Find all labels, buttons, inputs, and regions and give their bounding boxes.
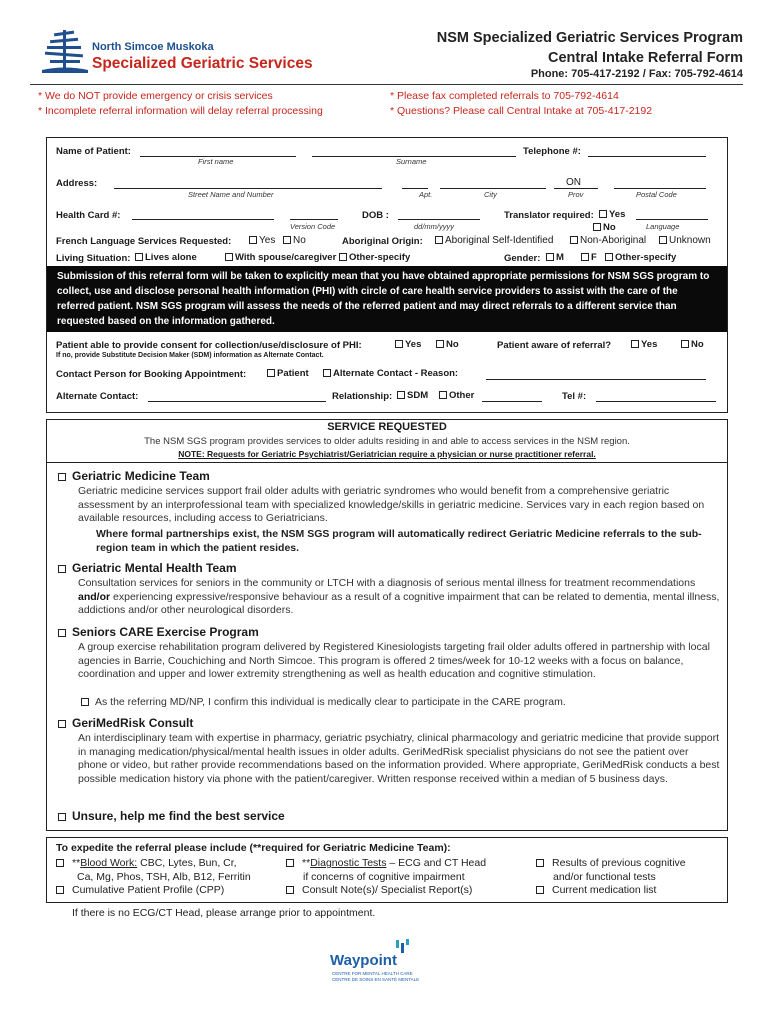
dob-label: DOB : bbox=[362, 210, 389, 221]
ecg-note: If there is no ECG/CT Head, please arrange prior to appointment. bbox=[72, 907, 376, 919]
translator-label: Translator required: bbox=[504, 210, 594, 221]
aboriginal-self[interactable] bbox=[432, 235, 553, 246]
province-value[interactable]: ON bbox=[566, 177, 581, 188]
expedite-col2 bbox=[286, 857, 526, 898]
gender-other[interactable] bbox=[602, 252, 676, 263]
care-exercise-title: Seniors CARE Exercise Program bbox=[72, 625, 259, 639]
french-yes-checkbox[interactable] bbox=[249, 236, 257, 244]
living-other-checkbox[interactable] bbox=[339, 253, 347, 261]
contact-alternate[interactable] bbox=[320, 368, 458, 379]
medication-list-checkbox[interactable] bbox=[536, 886, 544, 894]
aboriginal-unknown-label: Unknown bbox=[669, 235, 711, 246]
brand-line1: North Simcoe Muskoka bbox=[92, 41, 214, 53]
name-label: Name of Patient: bbox=[56, 146, 131, 157]
brand-logo bbox=[38, 24, 328, 76]
cpp-checkbox[interactable] bbox=[56, 886, 64, 894]
gender-m-checkbox[interactable] bbox=[546, 253, 554, 261]
care-exercise-text: A group exercise rehabilitation program delivered by Registered Kinesiologists targeting frail older adults offered in partnership with local agencies in Barrie, Couchiching and North Simcoe. This program is offered 2 times/week for 10-12 weeks with a focus on balance, coordination and upper and lower extremity strengthening as well as health education and cognitive stimulation. bbox=[78, 641, 710, 680]
gerimedrisk-text: An interdisciplinary team with expertise in pharmacy, geriatric psychiatry, clinical pharmacology and geriatric medicine that provide support in managing medication/physical/mental health issues in older adults. GeriMedRisk specialist physicians do not see the patient over phone or video, but rather provide recommendations based on the information provided. Where appropriate, GeriMedRisk conducts a best possible medication history via phone with the patient/caregiver. Written response received within a median of 5 business days. bbox=[78, 732, 720, 785]
city-field[interactable] bbox=[440, 188, 546, 189]
french-yes[interactable] bbox=[246, 235, 275, 246]
version-code-caption: Version Code bbox=[290, 222, 336, 231]
consult-notes-label: Consult Note(s)/ Specialist Report(s) bbox=[302, 884, 473, 896]
city-caption: City bbox=[484, 190, 497, 199]
relationship-sdm-label: SDM bbox=[407, 390, 429, 401]
aboriginal-unknown-checkbox[interactable] bbox=[659, 236, 667, 244]
blood-work-list2: Ca, Mg, Phos, TSH, Alb, B12, Ferritin bbox=[77, 870, 251, 883]
phi-yes[interactable] bbox=[392, 339, 421, 350]
surname-caption: Surname bbox=[396, 157, 427, 166]
phi-yes-checkbox[interactable] bbox=[395, 340, 403, 348]
aware-yes[interactable] bbox=[628, 339, 657, 350]
translator-no-label: No bbox=[603, 222, 616, 233]
contact-alternate-checkbox[interactable] bbox=[323, 369, 331, 377]
geriatric-mental-health-option[interactable] bbox=[58, 561, 237, 575]
province-field bbox=[554, 188, 598, 189]
french-label: French Language Services Requested: bbox=[56, 236, 232, 247]
geriatric-mental-health-title: Geriatric Mental Health Team bbox=[72, 561, 237, 575]
french-no-checkbox[interactable] bbox=[283, 236, 291, 244]
consent-notice: Submission of this referral form will be taken to explicitly mean that you have obtained appropriate permissions for NSM SGS program to collect, use and disclose personal health information (PHI) with circle of care health service providers to assist with the care of the referred patient. NSM SGS program will assess the needs of the referred patient and may direct referrals to a different service than requested based on the information gathered. bbox=[47, 266, 727, 332]
translator-yes-label: Yes bbox=[609, 209, 626, 220]
with-spouse-checkbox[interactable] bbox=[225, 253, 233, 261]
service-intro: The NSM SGS program provides services to older adults residing in and able to access services in the NSM region. bbox=[144, 436, 630, 447]
gerimedrisk-option[interactable] bbox=[58, 716, 193, 730]
diagnostic-checkbox[interactable] bbox=[286, 859, 294, 867]
unsure-checkbox[interactable] bbox=[58, 813, 66, 821]
unsure-option[interactable] bbox=[58, 809, 285, 823]
geriatric-medicine-text: Geriatric medicine services support frail older adults with geriatric syndromes who would benefit from a comprehensive geriatric assessment by an interprofessional team with specialized knowledge/skills in geriatric medicine. Services vary in each region based on available resources, including access to Geriatricians. bbox=[78, 485, 705, 524]
relationship-other[interactable] bbox=[436, 390, 474, 401]
province-caption: Prov bbox=[568, 190, 584, 199]
diagnostic-list2: if concerns of cognitive impairment bbox=[303, 870, 465, 883]
diagnostic-item[interactable] bbox=[286, 857, 526, 871]
lives-alone-label: Lives alone bbox=[145, 252, 197, 263]
french-yes-label: Yes bbox=[259, 235, 276, 246]
blood-work-list1: CBC, Lytes, Bun, Cr, bbox=[137, 857, 237, 869]
relationship-other-checkbox[interactable] bbox=[439, 391, 447, 399]
gender-f-label: F bbox=[591, 252, 597, 263]
brand-line2: Specialized Geriatric Services bbox=[92, 55, 313, 72]
phi-yes-label: Yes bbox=[405, 339, 422, 350]
unsure-title: Unsure, help me find the best service bbox=[72, 809, 285, 823]
phi-no-label: No bbox=[446, 339, 459, 350]
aware-no-label: No bbox=[691, 339, 704, 350]
translator-yes[interactable] bbox=[596, 209, 625, 220]
street-field[interactable] bbox=[114, 188, 382, 189]
gender-m-label: M bbox=[556, 252, 564, 263]
notice-questions: * Questions? Please call Central Intake at 705-417-2192 bbox=[390, 105, 653, 117]
service-heading: SERVICE REQUESTED bbox=[327, 421, 447, 433]
care-confirm-checkbox[interactable] bbox=[81, 698, 89, 706]
health-card-field[interactable] bbox=[132, 219, 274, 220]
gender-other-label: Other-specify bbox=[615, 252, 677, 263]
with-spouse[interactable] bbox=[222, 252, 336, 263]
language-caption: Language bbox=[646, 222, 680, 231]
gmh-text-a: Consultation services for seniors in the community or LTCH with a diagnosis of serious mental illness for treatment recommendations bbox=[78, 577, 696, 589]
contact-label: Contact Person for Booking Appointment: bbox=[56, 369, 247, 380]
diagnostic-label: Diagnostic Tests bbox=[310, 857, 387, 869]
tree-icon bbox=[42, 24, 88, 74]
header-divider bbox=[30, 84, 743, 85]
living-label: Living Situation: bbox=[56, 253, 131, 264]
care-exercise-checkbox[interactable] bbox=[58, 629, 66, 637]
cognitive-tests-label: Results of previous cognitive bbox=[552, 857, 686, 869]
waypoint-logo bbox=[326, 938, 426, 988]
phi-no[interactable] bbox=[433, 339, 459, 350]
first-name-caption: First name bbox=[198, 157, 234, 166]
french-no[interactable] bbox=[280, 235, 306, 246]
aware-yes-checkbox[interactable] bbox=[631, 340, 639, 348]
notice-left bbox=[38, 89, 323, 119]
apt-field[interactable] bbox=[402, 188, 428, 189]
translator-no[interactable] bbox=[590, 222, 616, 233]
care-confirm-label: As the referring MD/NP, I confirm this individual is medically clear to participate in the CARE program. bbox=[95, 696, 566, 708]
waypoint-name: Waypoint bbox=[330, 952, 397, 969]
blood-work-prefix: ** bbox=[72, 857, 81, 869]
notice-emergency: * We do NOT provide emergency or crisis services bbox=[38, 90, 273, 102]
alternate-contact-label: Alternate Contact: bbox=[56, 391, 139, 402]
lives-alone[interactable] bbox=[132, 252, 197, 263]
consult-notes-checkbox[interactable] bbox=[286, 886, 294, 894]
aboriginal-unknown[interactable] bbox=[656, 235, 711, 246]
aware-yes-label: Yes bbox=[641, 339, 658, 350]
sdm-note: If no, provide Substitute Decision Maker (SDM) information as Alternate Contact. bbox=[56, 352, 324, 359]
service-note: NOTE: Requests for Geriatric Psychiatrist/Geriatrician require a physician or nurse practitioner referral. bbox=[178, 449, 596, 459]
alternate-reason-field[interactable] bbox=[486, 379, 706, 380]
translator-yes-checkbox[interactable] bbox=[599, 210, 607, 218]
gender-other-checkbox[interactable] bbox=[605, 253, 613, 261]
aware-no[interactable] bbox=[678, 339, 704, 350]
geriatric-medicine-redirect: Where formal partnerships exist, the NSM SGS program will automatically redirect Geriatric Medicine referrals to the sub-region team in which the patient resides. bbox=[96, 528, 702, 554]
geriatric-medicine-option[interactable] bbox=[58, 469, 210, 483]
postal-field[interactable] bbox=[614, 188, 706, 189]
gender-m[interactable] bbox=[543, 252, 564, 263]
cpp-label: Cumulative Patient Profile (CPP) bbox=[72, 884, 225, 896]
cognitive-tests-item[interactable] bbox=[536, 857, 726, 871]
waypoint-sub2: CENTRE DE SOINS EN SANTÉ MENTALE bbox=[332, 977, 420, 982]
service-divider bbox=[47, 462, 727, 463]
telephone-label: Telephone #: bbox=[523, 146, 581, 157]
care-exercise-confirm[interactable] bbox=[78, 696, 718, 710]
gmh-text-c: experiencing expressive/responsive behaviour as a result of a cognitive impairment that can be related to dementia, mental illness, addictions and/or other neurological disorders. bbox=[78, 590, 720, 616]
geriatric-mental-health-text bbox=[78, 577, 728, 618]
health-card-label: Health Card #: bbox=[56, 210, 121, 221]
postal-caption: Postal Code bbox=[636, 190, 677, 199]
tel-field[interactable] bbox=[596, 401, 716, 402]
cpp-item[interactable] bbox=[56, 884, 282, 898]
aboriginal-self-label: Aboriginal Self-Identified bbox=[445, 235, 554, 246]
contact-patient[interactable] bbox=[264, 368, 309, 379]
contact-patient-checkbox[interactable] bbox=[267, 369, 275, 377]
diagnostic-prefix: ** bbox=[302, 857, 311, 869]
phi-no-checkbox[interactable] bbox=[436, 340, 444, 348]
relationship-label: Relationship: bbox=[332, 391, 393, 402]
expedite-heading: To expedite the referral please include (**required for Geriatric Medicine Team): bbox=[56, 842, 451, 854]
notice-fax: * Please fax completed referrals to 705-792-4614 bbox=[390, 90, 619, 102]
relationship-sdm[interactable] bbox=[394, 390, 428, 401]
notice-right bbox=[390, 89, 652, 119]
geriatric-mental-health-checkbox[interactable] bbox=[58, 565, 66, 573]
living-other[interactable] bbox=[336, 252, 410, 263]
contact-alternate-label: Alternate Contact - Reason: bbox=[333, 368, 459, 379]
gmh-text-b: and/or bbox=[78, 590, 111, 603]
dob-field[interactable] bbox=[398, 219, 480, 220]
form-title bbox=[363, 28, 743, 68]
gender-f[interactable] bbox=[578, 252, 597, 263]
geriatric-medicine-checkbox[interactable] bbox=[58, 473, 66, 481]
translator-no-checkbox[interactable] bbox=[593, 223, 601, 231]
language-field[interactable] bbox=[636, 219, 708, 220]
blood-work-item[interactable] bbox=[56, 857, 282, 871]
living-other-label: Other-specify bbox=[349, 252, 411, 263]
medication-list-label: Current medication list bbox=[552, 884, 657, 896]
contact-patient-label: Patient bbox=[277, 368, 309, 379]
dob-caption: dd/mm/yyyy bbox=[414, 222, 455, 231]
address-label: Address: bbox=[56, 178, 98, 189]
non-aboriginal-label: Non-Aboriginal bbox=[580, 235, 647, 246]
blood-work-label: Blood Work: bbox=[80, 857, 138, 869]
blood-work-checkbox[interactable] bbox=[56, 859, 64, 867]
form-title-line1: NSM Specialized Geriatric Services Program bbox=[436, 30, 743, 46]
tel-label: Tel #: bbox=[562, 391, 587, 402]
apt-caption: Apt. bbox=[419, 190, 433, 199]
gender-label: Gender: bbox=[504, 253, 541, 264]
notice-incomplete: * Incomplete referral information will delay referral processing bbox=[38, 105, 323, 117]
relationship-other-field[interactable] bbox=[482, 401, 542, 402]
relationship-sdm-checkbox[interactable] bbox=[397, 391, 405, 399]
geriatric-medicine-title: Geriatric Medicine Team bbox=[72, 469, 210, 483]
with-spouse-label: With spouse/caregiver bbox=[235, 252, 337, 263]
version-code-field[interactable] bbox=[290, 219, 338, 220]
cognitive-tests-label2: and/or functional tests bbox=[553, 870, 656, 883]
non-aboriginal-checkbox[interactable] bbox=[570, 236, 578, 244]
aboriginal-self-checkbox[interactable] bbox=[435, 236, 443, 244]
consult-notes-item[interactable] bbox=[286, 884, 526, 898]
waypoint-sub1: CENTRE FOR MENTAL HEALTH CARE bbox=[332, 971, 413, 976]
diagnostic-list1: – ECG and CT Head bbox=[386, 857, 487, 869]
aboriginal-label: Aboriginal Origin: bbox=[342, 236, 423, 247]
expedite-col3 bbox=[536, 857, 726, 898]
alternate-contact-field[interactable] bbox=[148, 401, 326, 402]
telephone-field[interactable] bbox=[588, 156, 706, 157]
non-aboriginal[interactable] bbox=[567, 235, 646, 246]
phi-consent-label: Patient able to provide consent for collection/use/disclosure of PHI: bbox=[56, 340, 362, 351]
aware-label: Patient aware of referral? bbox=[497, 340, 612, 351]
gender-f-checkbox[interactable] bbox=[581, 253, 589, 261]
relationship-other-label: Other bbox=[449, 390, 475, 401]
medication-list-item[interactable] bbox=[536, 884, 726, 898]
care-exercise-option[interactable] bbox=[58, 625, 259, 639]
french-no-label: No bbox=[293, 235, 306, 246]
form-title-line2: Central Intake Referral Form bbox=[547, 50, 743, 66]
gerimedrisk-title: GeriMedRisk Consult bbox=[72, 716, 194, 730]
aware-no-checkbox[interactable] bbox=[681, 340, 689, 348]
phone-fax: Phone: 705-417-2192 / Fax: 705-792-4614 bbox=[530, 68, 743, 80]
cognitive-tests-checkbox[interactable] bbox=[536, 859, 544, 867]
street-caption: Street Name and Number bbox=[188, 190, 274, 199]
gerimedrisk-checkbox[interactable] bbox=[58, 720, 66, 728]
lives-alone-checkbox[interactable] bbox=[135, 253, 143, 261]
expedite-col1 bbox=[56, 857, 282, 898]
